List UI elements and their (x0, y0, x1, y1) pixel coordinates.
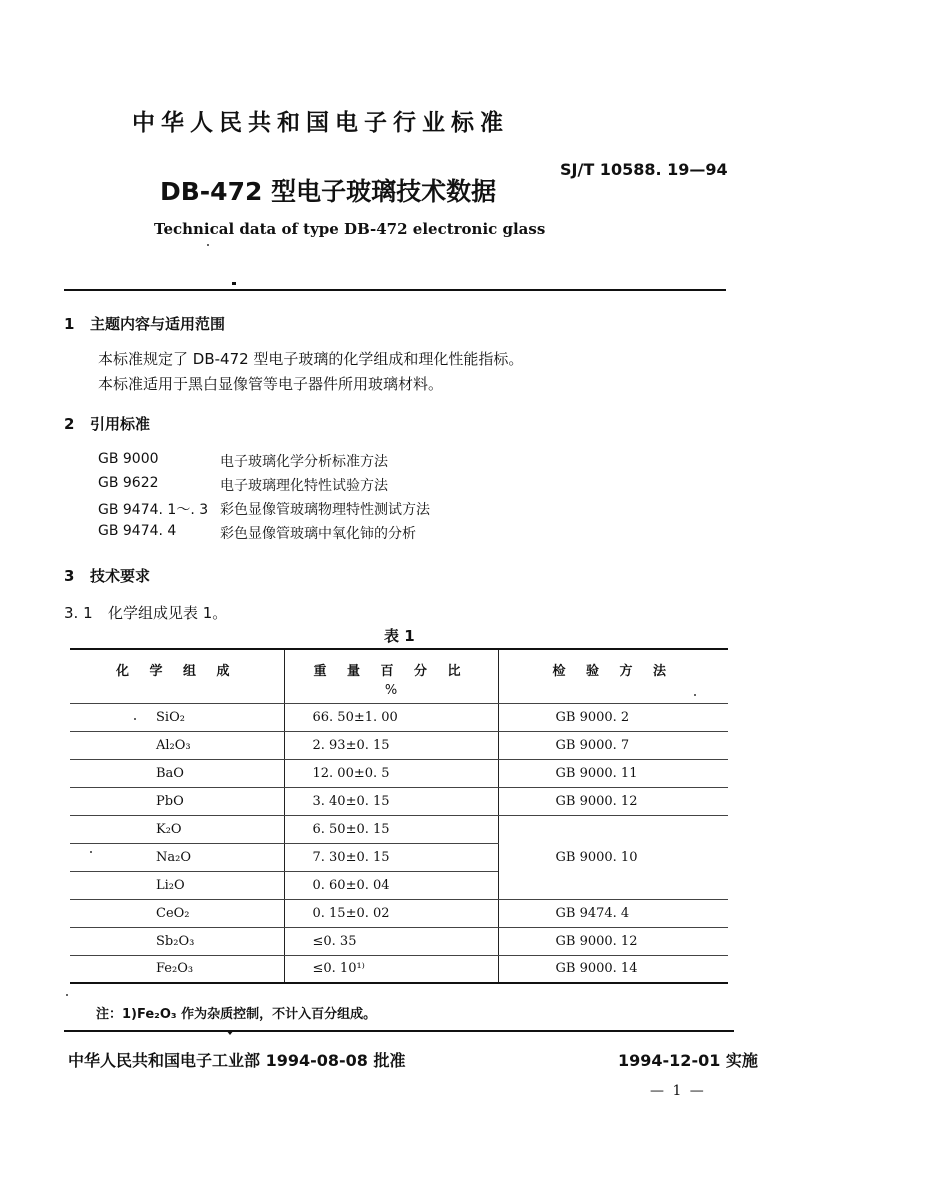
subsection-text: 化学组成见表 1。 (108, 604, 228, 622)
composition-cell: PbO (70, 787, 284, 815)
method-cell: GB 9000. 11 (498, 759, 728, 787)
weight-cell: 2. 93±0. 15 (284, 731, 498, 759)
reference-item (98, 475, 598, 495)
scan-speck (207, 244, 209, 246)
method-cell-merged: GB 9000. 10 (498, 815, 728, 899)
weight-cell: ≤0. 10¹⁾ (284, 955, 498, 983)
method-cell: GB 9000. 2 (498, 703, 728, 731)
paragraph: 本标准规定了 DB-472 型电子玻璃的化学组成和理化性能指标。 (98, 350, 524, 368)
reference-name: 彩色显像管玻璃中氧化铈的分析 (220, 526, 416, 542)
approval-line: 中华人民共和国电子工业部 1994-08-08 批准 (68, 1051, 406, 1070)
footer-divider (64, 1030, 734, 1032)
effective-date: 1994-12-01 实施 (618, 1051, 758, 1070)
english-title: Technical data of type DB-472 electronic glass (154, 220, 546, 238)
method-cell: GB 9000. 12 (498, 927, 728, 955)
header-composition: 化 学 组 成 (70, 649, 284, 703)
method-cell: GB 9000. 14 (498, 955, 728, 983)
weight-cell: 7. 30±0. 15 (284, 843, 498, 871)
section-number: 3 (64, 567, 75, 585)
composition-cell: CeO₂ (70, 899, 284, 927)
weight-cell: 12. 00±0. 5 (284, 759, 498, 787)
document-title: DB-472 型电子玻璃技术数据 (160, 177, 497, 206)
header-weight-unit: % (384, 683, 398, 698)
composition-cell: BaO (70, 759, 284, 787)
section-title: 主题内容与适用范围 (90, 315, 226, 333)
method-cell: GB 9000. 7 (498, 731, 728, 759)
method-cell: GB 9000. 12 (498, 787, 728, 815)
section-number: 2 (64, 415, 75, 433)
reference-code: GB 9622 (98, 475, 159, 491)
issuing-organization: 中华人民共和国电子行业标准 (132, 110, 509, 136)
table-footnote: 注：1)Fe₂O₃ 作为杂质控制，不计入百分组成。 (96, 1007, 377, 1022)
reference-code: GB 9000 (98, 451, 159, 467)
table-row (70, 759, 728, 787)
reference-name: 电子玻璃化学分析标准方法 (220, 454, 388, 470)
weight-cell: 0. 60±0. 04 (284, 871, 498, 899)
reference-name: 电子玻璃理化特性试验方法 (220, 478, 388, 494)
paragraph: 本标准适用于黑白显像管等电子器件所用玻璃材料。 (98, 375, 444, 393)
scan-speck (134, 718, 136, 720)
weight-cell: 0. 15±0. 02 (284, 899, 498, 927)
table-row (70, 703, 728, 731)
scan-speck (694, 694, 696, 696)
section-title: 技术要求 (90, 567, 151, 585)
composition-cell: Fe₂O₃ (70, 955, 284, 983)
reference-code: GB 9474. 4 (98, 523, 177, 539)
composition-cell: Li₂O (70, 871, 284, 899)
composition-cell: Na₂O (70, 843, 284, 871)
composition-cell: SiO₂ (70, 703, 284, 731)
reference-item (98, 451, 598, 471)
composition-cell: Sb₂O₃ (70, 927, 284, 955)
table-row (70, 955, 728, 983)
table-row (70, 787, 728, 815)
header-weight-label: 重 量 百 分 比 (313, 664, 469, 679)
table-row (70, 899, 728, 927)
section-2-heading (64, 413, 150, 434)
subsection-3-1 (64, 602, 227, 623)
section-1-heading (64, 313, 225, 334)
scan-speck (90, 851, 92, 853)
reference-name: 彩色显像管玻璃物理特性测试方法 (220, 502, 430, 518)
composition-cell: Al₂O₃ (70, 731, 284, 759)
header-method: 检 验 方 法 (498, 649, 728, 703)
page-number: — 1 — (650, 1083, 706, 1099)
table-header-row (70, 649, 728, 703)
header-divider (64, 289, 726, 291)
weight-cell: 3. 40±0. 15 (284, 787, 498, 815)
header-weight (284, 649, 498, 703)
composition-cell: K₂O (70, 815, 284, 843)
table-row (70, 815, 728, 843)
divider-mark (226, 1030, 234, 1035)
weight-cell: ≤0. 35 (284, 927, 498, 955)
divider-mark (232, 282, 236, 285)
method-cell: GB 9474. 4 (498, 899, 728, 927)
weight-cell: 66. 50±1. 00 (284, 703, 498, 731)
weight-cell: 6. 50±0. 15 (284, 815, 498, 843)
table-row (70, 731, 728, 759)
reference-item (98, 499, 598, 519)
section-title: 引用标准 (90, 415, 151, 433)
section-number: 1 (64, 315, 75, 333)
reference-item (98, 523, 598, 543)
standard-code: SJ/T 10588. 19—94 (560, 160, 728, 179)
composition-table (70, 648, 728, 984)
table-caption: 表 1 (384, 627, 415, 645)
section-3-heading (64, 565, 150, 586)
table-row (70, 927, 728, 955)
subsection-number: 3. 1 (64, 604, 93, 622)
reference-code: GB 9474. 1～. 3 (98, 502, 209, 518)
scan-speck (66, 994, 68, 996)
